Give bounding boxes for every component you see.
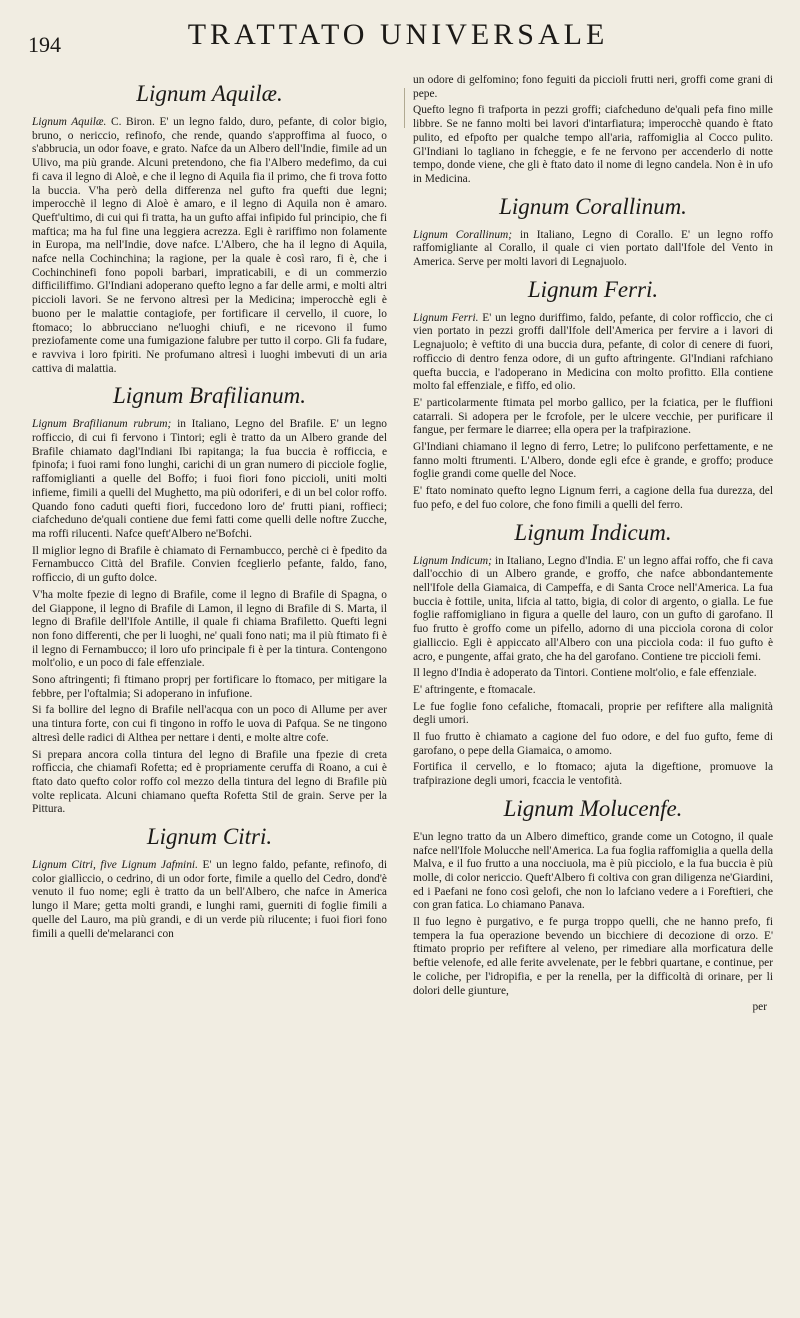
paragraph: Il fuo frutto è chiamato a cagione del fuo odore, e del fuo gufto, feme di garofano, o pepe della Giamaica, o amomo. <box>413 731 773 757</box>
entry-title-corallinum: Lignum Corallinum. <box>499 193 687 219</box>
paragraph: Lignum Corallinum; in Italiano, Legno di Corallo. E' un legno roffo raffomigliante al Corallo, il quale ci vien portato dall'Ifole del Vento in America. Serve per molti lavori di Legnajuolo. <box>413 228 774 269</box>
paragraph: un odore di gelfomino; fono feguiti da piccioli frutti neri, groffi come grani di pepe. <box>413 74 773 100</box>
paragraph: Il legno d'India è adoperato da Tintori. Contiene molt'olio, e fale effenziale. <box>413 667 757 680</box>
running-title: TRATTATO UNIVERSALE <box>187 18 609 51</box>
running-head <box>28 18 768 62</box>
paragraph: Si fa bollire del legno di Brafile nell'acqua con un poco di Allume per aver una tintura forte, con cui fi tingono in roffo le uova di Pafqua. Se ne tingono altresì delle radici di Althea per nettare i denti, e molte altre cofe. <box>32 704 387 744</box>
paragraph: E' ftato nominato quefto legno Lignum ferri, a cagione della fua durezza, del fuo pefo, e del fuo colore, che fono fimili a quelli del ferro. <box>413 485 773 511</box>
entry-title-citri: Lignum Citri. <box>146 824 273 850</box>
paragraph: Lignum Indicum; in Italiano, Legno d'India. E' un legno affai roffo, che fi cava dall'occhio di un Albero grande, e groffo, che nafce abbondantemente nell'Ifole della Giamaica, di Campeffa, e di Santa Croce nell'America. La fua buccia è fottile, unita, lifcia al tatto, bigia, di color di argento, o gialla. Le fue foglie raffomigliano in figura a quelle del lauro, con un gufto di garofano. Il fuo frutto è groffo come un pifello, adorno di una picciola corona di color gialliccio. Egli è appiccato all'Albero con una picciola coda: il fuo gufto è acro, e pungente, affai grato, che ha del garofano. Contiene tre piccioli femi. <box>413 554 773 663</box>
entry-title-indicum: Lignum Indicum. <box>514 519 672 545</box>
entry-title-molucense: Lignum Molucenfe. <box>503 795 683 821</box>
paragraph: Fortifica il cervello, e lo ftomaco; ajuta la digeftione, promuove la trafpirazione degli umori, fcaccia le ventofità. <box>413 761 773 788</box>
paragraph: V'ha molte fpezie di legno di Brafile, come il legno di Brafile di Spagna, o del Giappone, il legno di Brafile di Lamon, il legno di Brafile di S. Marta, il legno di Brafile dell'Ifole Antille, il quale fi chiama Brafiletto. Quefti legni non fono differenti, che per li luoghi, ne' quali fono nati; ma il più ftimato fi è il legno di Fernambucco; il loro ufo principale fi è per la tintura. Contengono molt'olio, e un poco di fale effenziale. <box>32 588 387 670</box>
paragraph: Il miglior legno di Brafile è chiamato di Fernambucco, perchè ci è fpedito da Fernambucco Città del Brafile. Convien fceglierlo pefante, faldo, fano, roffìccio, di un gufto dolce. <box>32 544 387 585</box>
entry-title-aquilae: Lignum Aquilæ. <box>136 81 283 106</box>
page-number: 194 <box>28 32 61 57</box>
gutter-rule <box>404 88 405 128</box>
entry-title-brasilianum: Lignum Brafilianum. <box>113 383 306 409</box>
paragraph: Gl'Indiani chiamano il legno di ferro, Letre; lo pulifcono perfettamente, e ne fanno molti ftrumenti. L'Albero, donde egli efce è grande, e groffo; produce foglie grandi come quelle del Noce. <box>413 441 773 481</box>
catchword: per <box>752 1001 767 1014</box>
paragraph: E' aftringente, e ftomacale. <box>413 683 536 696</box>
paragraph: Sono aftringenti; fi ftimano proprj per fortificare lo ftomaco, per mitigare la febbre, per l'oftalmia; Si adoperano in infufione. <box>32 674 387 700</box>
paragraph: Lignum Brafilianum rubrum; in Italiano, Legno del Brafile. E' un legno rofficcio, di cui fi fervono i Tintori; egli è tratto da un Albero grande del Brafile chiamato dagl'Indiani Ibi rapitanga; la fua buccia è rofficcia, e fpinofa; i fuoi rami fono lunghi, carichi di un gran numero di picciole foglie, raffomiglianti a quelle del Boffo; i fuoi fiori fono piccioli, uniti molti infieme, fimili a quelli del Mughetto, ma più odoriferi, e di un bel color roffo. Quando fono caduti quefti fiori, fuccedono loro de' frutti piani, roffieci; ciafcheduno de'quali contiene due femi fatti come quelli delle noftre Zucche, ma roffi rilucenti. Nafce queft'Albero ne'Bofchi. <box>32 418 387 540</box>
paragraph: Quefto legno fi trafporta in pezzi groffi; ciafcheduno de'quali pefa fino mille libbre. Se ne fanno molti bei lavori d'intarfiatura; imperocchè quando è ftato pulito, ed efpofto per qualche tempo all'aria, raffomiglia al Cocco pulito. Gl'Indiani lo tagliano in fcheggie, e fe ne fervono per accenderlo di notte tempo, donde viene, che gli è ftato dato il nome di legno candela. Non è in ufo in Medicina. <box>413 104 773 185</box>
paragraph: E'un legno tratto da un Albero dimeftico, grande come un Cotogno, il quale nafce nell'Ifole Molucche nell'America. La fua foglia raffomiglia a quella della Malva, e il fuo frutto a una nocciuola, ma è più picciolo, e la fua buccia è più molle, di color nericcio. Queft'Albero fi coltiva con gran diligenza ne'Giardini, ed i Paefani ne fono così gelofi, che non lo lafciano vedere a i Foreftieri, che con gran fatica. Lo chiamano Panava. <box>413 830 773 912</box>
paragraph: Si prepara ancora colla tintura del legno di Brafile una fpezie di creta roffìccia, che chiamafi Rofetta; ed è propriamente ceruffa di Roano, a cui è ftato dato quefto color roffo col mezzo della tintura del legno di Brafile più volte replicata. Alcuni chiamano quefta Rofetta Stil de grain. Serve per la Pittura. <box>32 748 387 816</box>
entry-title-ferri: Lignum Ferri. <box>527 276 659 302</box>
paragraph: Lignum Citri, five Lignum Jafmini. E' un legno faldo, pefante, refinofo, di color giallìccio, o cedrino, di un odor forte, fimile a quello del Cedro, dond'è venuto il fuo nome; egli è tratto da un bell'Albero, che nafce in America lungo il Mare; getta molti grandi, e lunghi rami, guerniti di foglie fimili a quelle del Lauro, ma più grandi, e di un verde più rilucente; i fuoi fiori fono fimili a quelli de'melaranci con <box>32 859 387 940</box>
paragraph: Il fuo legno è purgativo, e fe purga troppo quelli, che ne hanno prefo, fi tempera la fua operazione bevendo un bicchiere di decozione di orzo. E' ftimato proprio per refiftere al veleno, per rimediare alla morficatura delle beftie velenofe, ed alle ferite avvelenate, per le febbri quartane, e continue, per le coliche, per l'idropifia, e per la renella, per la difficoltà di orinare, per li dolori delle giunture, <box>413 916 773 997</box>
paragraph: Lignum Ferri. E' un legno duriffimo, faldo, pefante, di color roffìccio, che ci vien portato in pezzi groffi dall'Ifole dell'America per fervire a i lavori di Legnajuolo; è veftito di una buccia dura, pefante, di color di cenere di fuori, roffìccio di dentro fenza odore, di un gufto aftringente. Gl'Indiani rafchiano quefta buccia, e l'adoperano in Medicina con molto profitto. Ella contiene molto fal effenziale, e fiffo, ed olio. <box>413 311 773 393</box>
left-column <box>32 74 387 944</box>
paragraph: Lignum Aquilæ. C. Biron. E' un legno faldo, duro, pefante, di color bigio, bruno, o nericcio, refinofo, che rende, quando s'approffima al fuoco, o s'abbrucia, un odor foave, e grato. Nafce da un Albero dell'Indie, fimile ad un Ulivo, ma più grande. Alcuni pretendono, che fia l'Albero medefimo, da cui fi cava il legno di Aloè, e che il legno di Aquila fia il primo, che fi trova fotto la buccia. V'ha però della differenza nel gufto fra quefti due legni; imperocchè il legno di Aloè è amaro, e il legno di Aquila non è amaro. Queft'ultimo, di cui qui fi tratta, ha un gufto affai infipido ful principio, che fi mafticа; ma ha ful fine una leggiera acrezza. Egli è rariffimo non folamente in Europa, ma nell'Indie, dove nafce. L'Albero, che ha il legno di Aquila, nafce nella Cochinchina; la ragione, per la quale è così raro, fi è, che i Cochinchinefi fono popoli barbari, impraticabili, e di un commerzio difficiliffimo. Gl'Indiani adoperano quefto legno a far delle armi, e molti altri piccioli lavori. Se ne fervono altresì per la Medicina; imperocchè egli è buono per le malattie contagiofe, per fortificare il cervello, il cuore, lo ftomaco; lo abbrucciano ne'luoghi chiufi, e ne ricevono il fumo preziofamente come una fumigazione falubre per tutto il corpo. Gli fa fudare, e ravviva i loro fpiriti. Ne profumano altresì i luoghi imbevuti di un aria cattiva di malattia. <box>32 116 388 375</box>
right-column <box>413 74 773 1015</box>
paragraph: Le fue foglie fono cefaliche, ftomacali, proprie per refiftere alla malignità degli umori. <box>413 700 773 727</box>
paragraph: E' particolarmente ftimata pel morbo gallico, per la fciatica, per le fluffioni catarrali. Si adopera per le fcrofole, per le ulcere vecchie, per purificare il fangue, per fermare le diarree; ella opera per la trafpirazione. <box>413 396 773 437</box>
